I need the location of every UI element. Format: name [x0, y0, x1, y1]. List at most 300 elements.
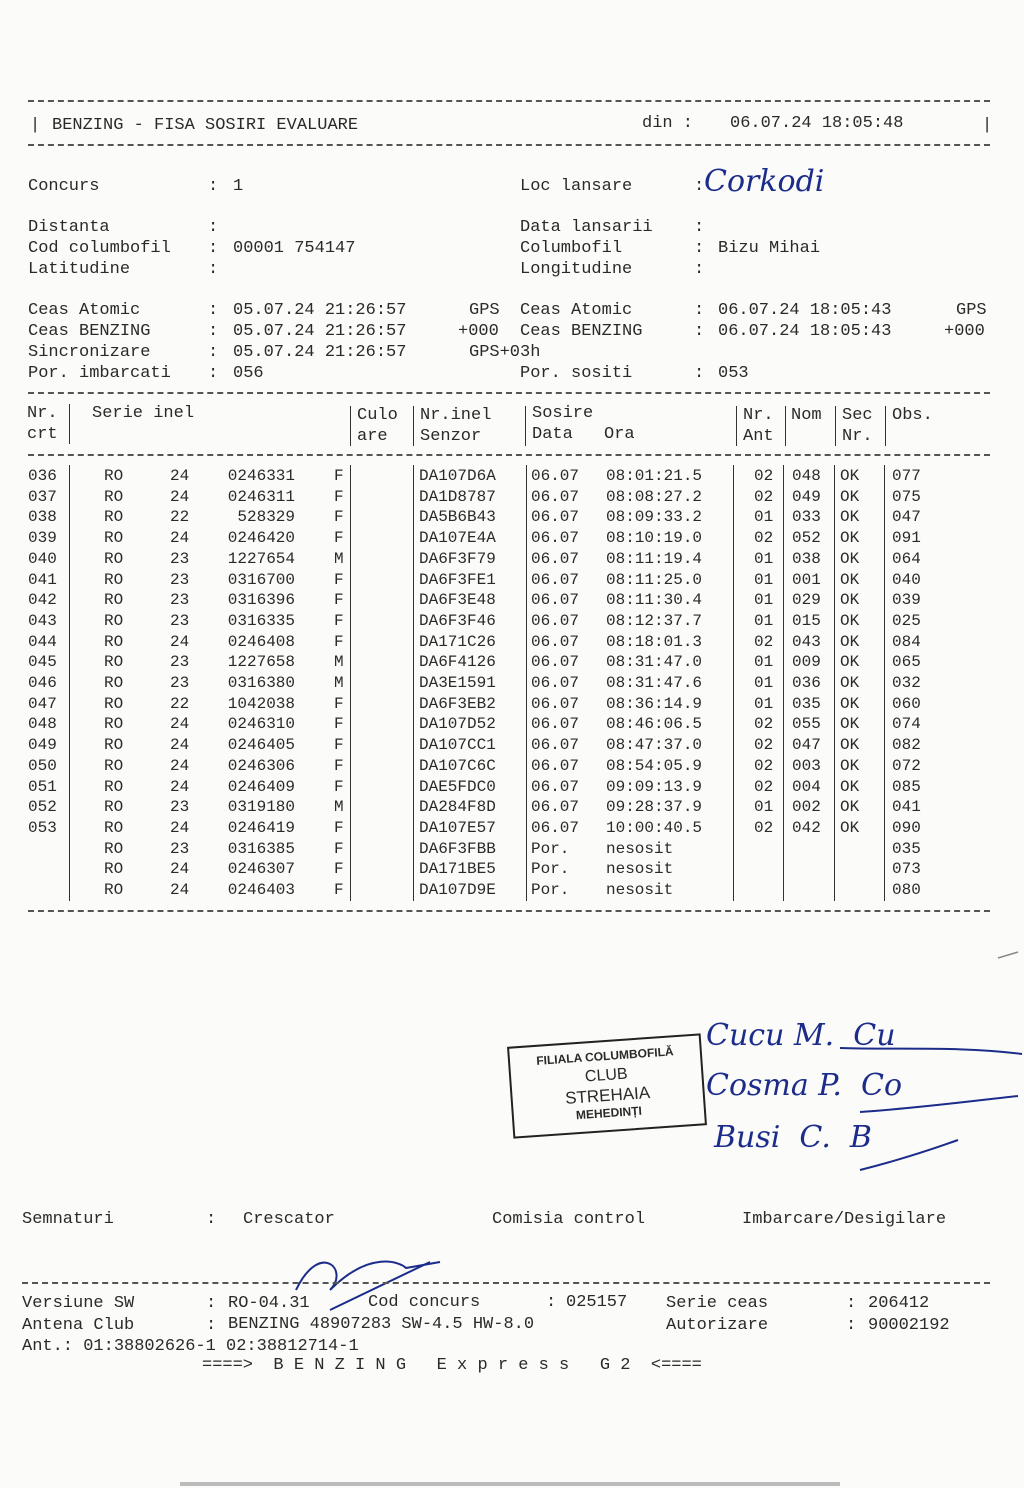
cell-nom: 001: [792, 570, 821, 589]
cell-country: RO: [104, 529, 124, 548]
col-divider: [884, 465, 885, 901]
cell-obs: 032: [892, 674, 921, 692]
serie-ceas-value: 206412: [868, 1294, 930, 1313]
cell-sex: F: [334, 508, 344, 527]
cell-time: 10:00:40.5: [606, 818, 703, 837]
header-data: Data: [532, 425, 573, 444]
cod-columbofil-value: 00001 754147: [233, 239, 356, 258]
cell-time: 08:11:19.4: [606, 549, 703, 568]
cell-obs: 080: [892, 881, 921, 899]
cell-date: 06.07: [531, 674, 580, 692]
stamp-line-2: CLUB: [584, 1065, 629, 1086]
cell-nr: 047: [28, 694, 57, 713]
cell-time: 08:47:37.0: [606, 736, 703, 755]
cell-time: 09:09:13.9: [606, 777, 703, 796]
cell-sensor: DA107D52: [419, 715, 496, 734]
cell-antenna: 01: [754, 549, 774, 568]
imbarcare-label: Imbarcare/Desigilare: [742, 1210, 947, 1229]
cell-ring: 0316335: [227, 611, 295, 630]
por-sositi-value: 053: [718, 364, 749, 383]
cell-obs: 064: [892, 549, 921, 568]
cell-nom: 029: [792, 591, 821, 610]
cell-sec: OK: [840, 467, 860, 485]
header-culo: Culo: [357, 406, 398, 425]
cell-antenna: 01: [754, 798, 774, 817]
header-sosire: Sosire: [532, 404, 594, 423]
sincronizare-label: Sincronizare: [28, 343, 151, 362]
colon: :: [694, 301, 705, 320]
cell-sec: OK: [840, 736, 860, 755]
cell-time: 08:10:19.0: [606, 529, 703, 548]
cell-date: 06.07: [531, 591, 580, 610]
cell-country: RO: [104, 467, 124, 485]
cod-columbofil-label: Cod columbofil: [28, 239, 171, 258]
cell-sec: OK: [840, 487, 860, 506]
cell-sensor: DA5B6B43: [419, 508, 496, 527]
cell-sex: F: [334, 694, 344, 713]
cell-time: 08:11:25.0: [606, 570, 703, 589]
cell-sex: M: [334, 674, 344, 692]
header-right-bar: |: [982, 116, 993, 135]
commission-signature-3: Busi C. B: [714, 1120, 872, 1155]
colon: :: [208, 218, 219, 237]
ceas-atomic-left-suffix: GPS: [469, 301, 500, 320]
cell-ring: 0246307: [227, 860, 295, 879]
cell-country: RO: [104, 694, 124, 713]
cell-time: nesosit: [606, 881, 674, 899]
header-bottom-rule: [28, 144, 990, 146]
cell-antenna: 02: [754, 487, 774, 506]
col-divider: [783, 465, 784, 901]
ceas-benzing-left-suffix: +000: [458, 322, 499, 341]
autorizare-value: 90002192: [868, 1316, 950, 1335]
serie-ceas-label: Serie ceas: [666, 1294, 769, 1313]
club-stamp: [507, 1033, 707, 1138]
table-top-rule: [28, 392, 990, 394]
cell-sec: OK: [840, 818, 860, 837]
cell-year: 24: [170, 818, 190, 837]
cell-sensor: DA6F3F46: [419, 611, 496, 630]
cell-obs: 073: [892, 860, 921, 879]
cell-ring: 0246420: [227, 529, 295, 548]
colon: :: [208, 322, 219, 341]
ceas-benzing-right-label: Ceas BENZING: [520, 322, 643, 341]
cell-country: RO: [104, 839, 124, 858]
cell-antenna: 01: [754, 591, 774, 610]
header-sec: Sec: [842, 406, 873, 425]
cell-nr: 041: [28, 570, 57, 589]
cell-time: 08:36:14.9: [606, 694, 703, 713]
header-crt: crt: [27, 425, 58, 444]
cell-sex: F: [334, 818, 344, 837]
cell-country: RO: [104, 632, 124, 651]
cell-date: Por.: [531, 860, 570, 879]
cell-sec: OK: [840, 653, 860, 672]
cell-year: 24: [170, 715, 190, 734]
cell-nom: 003: [792, 756, 821, 775]
cell-country: RO: [104, 798, 124, 817]
cell-country: RO: [104, 715, 124, 734]
cell-antenna: 02: [754, 777, 774, 796]
cell-country: RO: [104, 881, 124, 899]
cell-antenna: 02: [754, 736, 774, 755]
header-ora: Ora: [604, 425, 635, 444]
cell-date: 06.07: [531, 632, 580, 651]
cell-sensor: DA171C26: [419, 632, 496, 651]
cell-nr: 048: [28, 715, 57, 734]
cell-nom: 043: [792, 632, 821, 651]
col-divider: [885, 406, 886, 446]
cell-obs: 065: [892, 653, 921, 672]
ceas-benzing-left-label: Ceas BENZING: [28, 322, 151, 341]
cell-nr: 040: [28, 549, 57, 568]
cell-sensor: DA107C6C: [419, 756, 496, 775]
cell-nr: 049: [28, 736, 57, 755]
cell-year: 24: [170, 632, 190, 651]
columbofil-label: Columbofil: [520, 239, 623, 258]
cell-nom: 042: [792, 818, 821, 837]
cell-obs: 082: [892, 736, 921, 755]
col-divider: [413, 465, 414, 901]
cell-sex: F: [334, 632, 344, 651]
cell-time: 08:08:27.2: [606, 487, 703, 506]
cell-year: 24: [170, 756, 190, 775]
header-top-rule: [28, 100, 990, 102]
cell-obs: 041: [892, 798, 921, 817]
distanta-label: Distanta: [28, 218, 110, 237]
cell-country: RO: [104, 570, 124, 589]
colon: :: [694, 218, 705, 237]
col-divider: [350, 406, 351, 446]
cell-time: nesosit: [606, 839, 674, 858]
cell-obs: 074: [892, 715, 921, 734]
por-imbarcati-value: 056: [233, 364, 264, 383]
cell-ring: 0246403: [227, 881, 295, 899]
cell-nr: 043: [28, 611, 57, 630]
cell-country: RO: [104, 653, 124, 672]
cell-sex: F: [334, 777, 344, 796]
cell-date: 06.07: [531, 653, 580, 672]
cell-nr: 044: [28, 632, 57, 651]
ceas-atomic-left-value: 05.07.24 21:26:57: [233, 301, 407, 320]
longitudine-label: Longitudine: [520, 260, 633, 279]
loc-lansare-handwritten: Corkodi: [704, 164, 825, 199]
colon: :: [206, 1316, 217, 1335]
header-obs: Obs.: [892, 406, 933, 425]
footer-rule: [22, 1282, 990, 1284]
cell-ring: 1042038: [227, 694, 295, 713]
cell-time: nesosit: [606, 860, 674, 879]
cell-sex: F: [334, 839, 344, 858]
cell-time: 08:46:06.5: [606, 715, 703, 734]
cell-sensor: DA3E1591: [419, 674, 496, 692]
cell-country: RO: [104, 549, 124, 568]
commission-signature-1: Cucu M. Cu: [706, 1018, 896, 1053]
cell-ring: 0246419: [227, 818, 295, 837]
cell-sex: M: [334, 653, 344, 672]
cell-ring: 528329: [237, 508, 295, 527]
colon: :: [846, 1294, 857, 1313]
header-sec-nr: Nr.: [842, 427, 873, 446]
cell-date: 06.07: [531, 549, 580, 568]
cell-ring: 0246306: [227, 756, 295, 775]
versiune-value: RO-04.31: [228, 1294, 310, 1313]
cell-country: RO: [104, 777, 124, 796]
cell-nr: 042: [28, 591, 57, 610]
cell-date: 06.07: [531, 756, 580, 775]
cell-nom: 035: [792, 694, 821, 713]
cell-country: RO: [104, 736, 124, 755]
cell-antenna: 01: [754, 674, 774, 692]
cell-sec: OK: [840, 591, 860, 610]
cell-antenna: 01: [754, 653, 774, 672]
document-title: BENZING - FISA SOSIRI EVALUARE: [52, 116, 359, 135]
cell-sex: M: [334, 798, 344, 817]
cell-nr: 045: [28, 653, 57, 672]
cell-obs: 040: [892, 570, 921, 589]
colon: :: [208, 239, 219, 258]
cell-sensor: DAE5FDC0: [419, 777, 496, 796]
colon: :: [546, 1293, 557, 1312]
por-sositi-label: Por. sositi: [520, 364, 633, 383]
page-bottom-edge: [180, 1482, 840, 1486]
commission-signature-2: Cosma P. Co: [706, 1068, 903, 1103]
cell-obs: 039: [892, 591, 921, 610]
cell-ring: 0246405: [227, 736, 295, 755]
cell-date: 06.07: [531, 611, 580, 630]
cell-sec: OK: [840, 632, 860, 651]
cell-sensor: DA107CC1: [419, 736, 496, 755]
cell-sex: F: [334, 715, 344, 734]
cell-year: 24: [170, 529, 190, 548]
cell-nom: 004: [792, 777, 821, 796]
cell-sex: F: [334, 860, 344, 879]
cell-time: 08:54:05.9: [606, 756, 703, 775]
col-divider: [526, 465, 527, 901]
cell-time: 08:31:47.6: [606, 674, 703, 692]
cell-ring: 0316396: [227, 591, 295, 610]
cell-sensor: DA107D6A: [419, 467, 496, 485]
cell-ring: 0246331: [227, 467, 295, 485]
ceas-benzing-right-value: 06.07.24 18:05:43: [718, 322, 892, 341]
cell-sec: OK: [840, 611, 860, 630]
cell-country: RO: [104, 508, 124, 527]
semnaturi-label: Semnaturi: [22, 1210, 114, 1229]
sincronizare-suffix: GPS+03h: [469, 343, 541, 362]
col-divider: [350, 465, 351, 901]
cell-antenna: 02: [754, 818, 774, 837]
crescator-label: Crescator: [243, 1210, 335, 1229]
cell-time: 08:18:01.3: [606, 632, 703, 651]
header-are: are: [357, 427, 388, 446]
cell-antenna: 02: [754, 529, 774, 548]
cell-country: RO: [104, 860, 124, 879]
cell-sensor: DA107D9E: [419, 881, 496, 899]
cell-sensor: DA107E4A: [419, 529, 496, 548]
cell-obs: 035: [892, 839, 921, 858]
col-divider: [835, 406, 836, 446]
cell-sensor: DA171BE5: [419, 860, 496, 879]
cell-ring: 0246310: [227, 715, 295, 734]
cell-sensor: DA284F8D: [419, 798, 496, 817]
cell-date: 06.07: [531, 715, 580, 734]
table-bottom-rule: [28, 910, 990, 912]
por-imbarcati-label: Por. imbarcati: [28, 364, 171, 383]
cell-country: RO: [104, 591, 124, 610]
cell-ring: 0316385: [227, 839, 295, 858]
latitudine-label: Latitudine: [28, 260, 131, 279]
cell-antenna: 01: [754, 570, 774, 589]
colon: :: [846, 1316, 857, 1335]
cell-sensor: DA6F3FE1: [419, 570, 496, 589]
cell-nom: 047: [792, 736, 821, 755]
cell-time: 08:09:33.2: [606, 508, 703, 527]
cell-date: 06.07: [531, 508, 580, 527]
cell-sensor: DA6F3E48: [419, 591, 496, 610]
cell-date: 06.07: [531, 487, 580, 506]
cell-antenna: 01: [754, 694, 774, 713]
cell-date: 06.07: [531, 798, 580, 817]
cell-date: Por.: [531, 839, 570, 858]
cell-nr: 046: [28, 674, 57, 692]
cell-year: 23: [170, 570, 190, 589]
cell-date: 06.07: [531, 818, 580, 837]
cell-ring: 1227654: [227, 549, 295, 568]
cell-date: 06.07: [531, 777, 580, 796]
cell-sec: OK: [840, 529, 860, 548]
cell-nr: 037: [28, 487, 57, 506]
cell-obs: 077: [892, 467, 921, 485]
header-serie-inel: Serie inel: [92, 404, 195, 423]
cell-obs: 047: [892, 508, 921, 527]
cell-year: 23: [170, 798, 190, 817]
cell-obs: 085: [892, 777, 921, 796]
cell-year: 24: [170, 467, 190, 485]
cell-year: 23: [170, 591, 190, 610]
cell-country: RO: [104, 756, 124, 775]
cell-sec: OK: [840, 756, 860, 775]
colon: :: [208, 301, 219, 320]
cell-country: RO: [104, 487, 124, 506]
cell-ring: 0246311: [227, 487, 295, 506]
header-ant: Ant: [743, 427, 774, 446]
cell-country: RO: [104, 818, 124, 837]
cell-nom: 055: [792, 715, 821, 734]
columbofil-value: Bizu Mihai: [718, 239, 821, 258]
cod-concurs-value: 025157: [566, 1293, 628, 1312]
concurs-label: Concurs: [28, 177, 100, 196]
cell-sensor: DA1D8787: [419, 487, 496, 506]
cell-antenna: 02: [754, 715, 774, 734]
antena-label: Antena Club: [22, 1316, 135, 1335]
cod-concurs-label: Cod concurs: [368, 1293, 481, 1312]
cell-nom: 052: [792, 529, 821, 548]
data-lansarii-label: Data lansarii: [520, 218, 653, 237]
table-header-rule: [28, 454, 990, 456]
cell-sensor: DA6F3FBB: [419, 839, 496, 858]
col-divider: [834, 465, 835, 901]
header-nom: Nom: [791, 406, 822, 425]
cell-antenna: 02: [754, 467, 774, 485]
header-senzor: Senzor: [420, 427, 482, 446]
cell-sex: F: [334, 611, 344, 630]
col-divider: [733, 465, 734, 901]
cell-year: 24: [170, 777, 190, 796]
cell-time: 08:12:37.7: [606, 611, 703, 630]
colon: :: [694, 322, 705, 341]
cell-nr: 038: [28, 508, 57, 527]
cell-sex: F: [334, 591, 344, 610]
benzing-express-banner: ====> B E N Z I N G E x p r e s s G 2 <====: [202, 1356, 702, 1375]
cell-nr: 051: [28, 777, 57, 796]
header-din-label: din :: [642, 114, 694, 133]
cell-sex: M: [334, 549, 344, 568]
col-divider: [413, 406, 414, 446]
cell-nr: 039: [28, 529, 57, 548]
stamp-line-3: STREHAIA: [564, 1083, 651, 1108]
autorizare-label: Autorizare: [666, 1316, 769, 1335]
cell-year: 24: [170, 487, 190, 506]
cell-year: 24: [170, 881, 190, 899]
col-divider: [525, 406, 526, 446]
col-divider: [69, 404, 70, 444]
cell-sex: F: [334, 736, 344, 755]
cell-year: 23: [170, 611, 190, 630]
cell-obs: 072: [892, 756, 921, 775]
cell-sex: F: [334, 570, 344, 589]
cell-date: 06.07: [531, 570, 580, 589]
comisia-control-label: Comisia control: [492, 1210, 646, 1229]
cell-nr: 050: [28, 756, 57, 775]
cell-sec: OK: [840, 715, 860, 734]
colon: :: [694, 364, 705, 383]
cell-obs: 025: [892, 611, 921, 630]
cell-country: RO: [104, 611, 124, 630]
colon: :: [208, 343, 219, 362]
cell-date: Por.: [531, 881, 570, 899]
cell-sec: OK: [840, 674, 860, 692]
versiune-label: Versiune SW: [22, 1294, 135, 1313]
ceas-atomic-left-label: Ceas Atomic: [28, 301, 141, 320]
colon: :: [694, 177, 705, 196]
cell-time: 08:01:21.5: [606, 467, 703, 485]
cell-obs: 091: [892, 529, 921, 548]
antena-value: BENZING 48907283 SW-4.5 HW-8.0: [228, 1315, 535, 1334]
cell-antenna: 02: [754, 756, 774, 775]
cell-year: 24: [170, 860, 190, 879]
cell-antenna: 02: [754, 632, 774, 651]
cell-nr: 036: [28, 467, 57, 485]
cell-country: RO: [104, 674, 124, 692]
header-din-value: 06.07.24 18:05:48: [730, 114, 904, 133]
header-nr-ant: Nr.: [743, 406, 774, 425]
cell-ring: 0246409: [227, 777, 295, 796]
cell-nom: 033: [792, 508, 821, 527]
cell-obs: 084: [892, 632, 921, 651]
cell-sensor: DA6F3EB2: [419, 694, 496, 713]
col-divider: [69, 465, 70, 901]
col-divider: [736, 406, 737, 446]
cell-ring: 1227658: [227, 653, 295, 672]
ceas-atomic-right-label: Ceas Atomic: [520, 301, 633, 320]
cell-nom: 015: [792, 611, 821, 630]
colon: :: [206, 1294, 217, 1313]
sincronizare-value: 05.07.24 21:26:57: [233, 343, 407, 362]
cell-nr: 052: [28, 798, 57, 817]
header-left-bar: |: [30, 116, 41, 135]
cell-obs: 090: [892, 818, 921, 837]
cell-time: 09:28:37.9: [606, 798, 703, 817]
